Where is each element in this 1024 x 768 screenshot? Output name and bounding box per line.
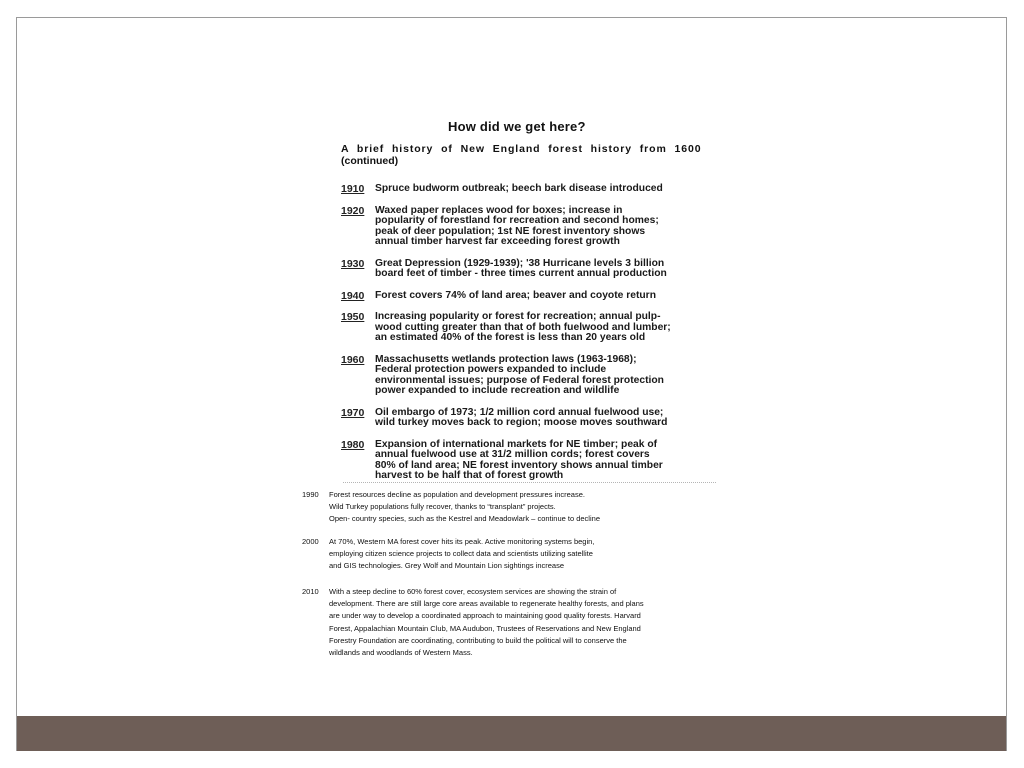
modern-line: development. There are still large core areas available to regenerate healthy forests, and plans — [329, 599, 644, 609]
modern-line: employing citizen science projects to collect data and scientists utilizing satellite — [329, 549, 593, 559]
modern-line: Forest, Appalachian Mountain Club, MA Audubon, Trustees of Reservations and New England — [329, 623, 641, 633]
subtitle — [341, 143, 701, 167]
entry-text — [375, 440, 701, 482]
timeline-entry-1950 — [341, 312, 701, 344]
entry-year: 1970 — [341, 406, 365, 419]
entry-text — [375, 291, 701, 302]
modern-line: Open- country species, such as the Kestrel and Meadowlark – continue to decline — [329, 514, 600, 524]
modern-text — [329, 536, 594, 573]
entry-text — [375, 312, 701, 344]
entry-year: 1980 — [341, 438, 365, 451]
entry-text — [375, 184, 701, 195]
entry-text — [375, 259, 701, 280]
modern-year: 1990 — [302, 490, 319, 499]
scan-dotted-divider — [343, 482, 716, 483]
entry-line: 80% of land area; NE forest inventory shows annual timber — [375, 459, 663, 471]
timeline-entry-1940 — [341, 291, 701, 302]
entry-line: environmental issues; purpose of Federal forest protection — [375, 374, 664, 386]
entry-line: annual fuelwood use at 31/2 million cords; forest covers — [375, 449, 650, 460]
entry-line: Oil embargo of 1973; 1/2 million cord annual fuelwood use; — [375, 406, 664, 418]
timeline-entry-1910 — [341, 184, 701, 195]
entry-line: wood cutting greater than that of both fuelwood and lumber; — [375, 321, 671, 333]
entry-line: wild turkey moves back to region; moose moves southward — [375, 417, 668, 428]
entry-line: Waxed paper replaces wood for boxes; increase in — [375, 204, 623, 216]
modern-line: Forestry Foundation are coordinating, contributing to build the political will to conserve the — [329, 635, 627, 645]
timeline-entry-1960 — [341, 355, 701, 397]
entry-year: 1940 — [341, 289, 365, 302]
entry-year: 1910 — [341, 183, 365, 195]
entry-text — [375, 355, 701, 397]
page-title: How did we get here? — [448, 119, 586, 134]
modern-line: Forest resources decline as population and development pressures increase. — [329, 490, 585, 499]
timeline-entry-1930 — [341, 259, 701, 280]
entry-year: 1920 — [341, 204, 365, 217]
timeline-list — [341, 184, 701, 482]
entry-text — [375, 206, 701, 248]
modern-line: Wild Turkey populations fully recover, thanks to “transplant” projects. — [329, 502, 556, 512]
entry-line: Expansion of international markets for NE timber; peak of — [375, 438, 658, 450]
entry-line: annual timber harvest far exceeding forest growth — [375, 236, 620, 247]
entry-line: power expanded to include recreation and wildlife — [375, 385, 620, 396]
entry-line: Massachusetts wetlands protection laws (1963-1968); — [375, 353, 637, 365]
entry-year: 1950 — [341, 311, 365, 323]
modern-text — [329, 586, 644, 659]
subtitle-line-1: A brief history of New England forest history from 1600 — [341, 143, 702, 155]
entry-year: 1930 — [341, 257, 365, 270]
subtitle-line-2: (continued) — [341, 155, 399, 167]
entry-line: Federal protection powers expanded to include — [375, 364, 607, 375]
modern-line: are under way to develop a coordinated approach to maintaining good quality forests. Harvard — [329, 611, 641, 621]
modern-line: At 70%, Western MA forest cover hits its peak. Active monitoring systems begin, — [329, 537, 595, 546]
entry-line: Increasing popularity or forest for recreation; annual pulp- — [375, 311, 661, 322]
modern-line: wildlands and woodlands of Western Mass. — [329, 648, 473, 658]
modern-line: and GIS technologies. Grey Wolf and Mountain Lion sightings increase — [329, 561, 564, 571]
modern-line: With a steep decline to 60% forest cover, ecosystem services are showing the strain of — [329, 587, 617, 596]
entry-line: board feet of timber - three times current annual production — [375, 268, 667, 279]
entry-line: an estimated 40% of the forest is less than 20 years old — [375, 332, 646, 343]
entry-line: Great Depression (1929-1939); '38 Hurricane levels 3 billion — [375, 257, 665, 269]
entry-year: 1960 — [341, 353, 365, 366]
entry-line: Forest covers 74% of land area; beaver and coyote return — [375, 289, 656, 301]
entry-line: peak of deer population; 1st NE forest inventory shows — [375, 225, 646, 237]
modern-text — [329, 489, 600, 526]
entry-line: harvest to be half that of forest growth — [375, 470, 564, 481]
modern-year: 2000 — [302, 537, 319, 546]
timeline-entry-1980 — [341, 440, 701, 482]
entry-text — [375, 408, 701, 429]
entry-line: popularity of forestland for recreation and second homes; — [375, 215, 659, 226]
timeline-entry-1920 — [341, 206, 701, 248]
footer-bar — [17, 716, 1006, 751]
timeline-entry-1970 — [341, 408, 701, 429]
modern-year: 2010 — [302, 587, 319, 596]
entry-line: Spruce budworm outbreak; beech bark disease introduced — [375, 183, 663, 194]
